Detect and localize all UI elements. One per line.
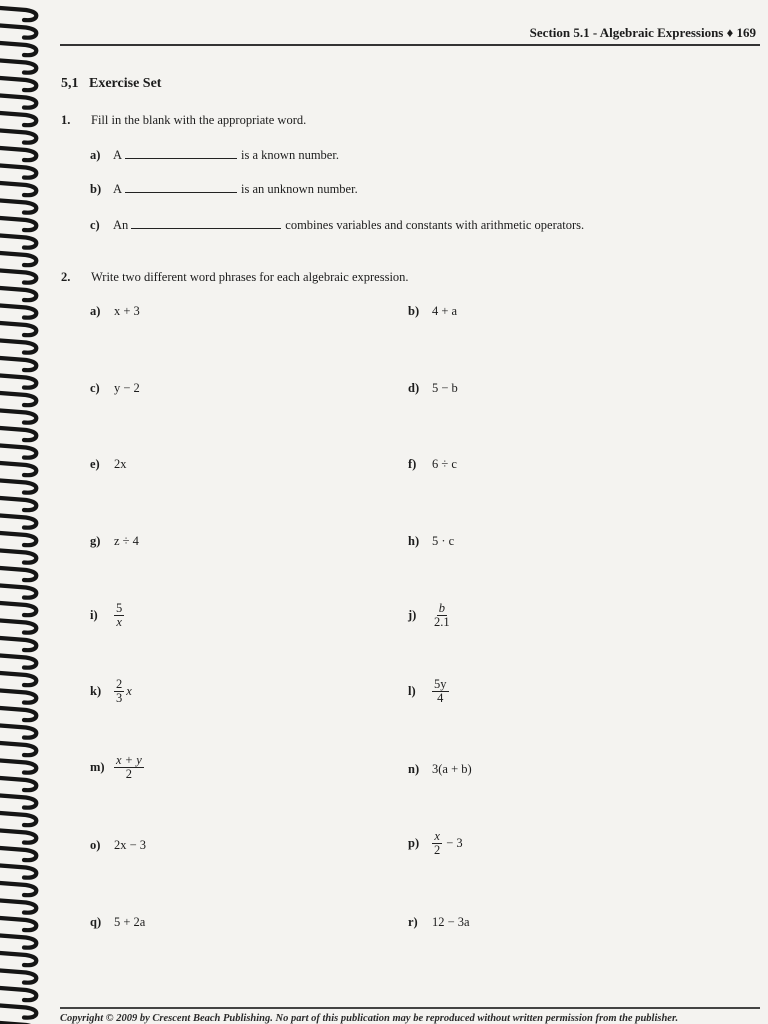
item-label: a) xyxy=(90,148,101,162)
fraction xyxy=(432,678,449,705)
binding-coil xyxy=(0,691,36,703)
binding-coil xyxy=(0,883,36,895)
binding-coil xyxy=(0,446,36,458)
question-2-number: 2. xyxy=(61,270,71,284)
binding-coil xyxy=(0,726,36,738)
binding-coil xyxy=(0,568,36,580)
expression-q xyxy=(90,915,145,930)
item-label: i) xyxy=(90,608,98,623)
item-label: g) xyxy=(90,534,101,548)
answer-blank[interactable] xyxy=(125,148,237,159)
numerator: 5y xyxy=(434,677,447,691)
denominator: 3 xyxy=(116,691,123,706)
item-label: k) xyxy=(90,684,102,699)
item-label: h) xyxy=(408,534,420,548)
expression-suffix: − 3 xyxy=(446,836,463,851)
item-label: f) xyxy=(408,457,417,471)
binding-coil xyxy=(0,866,36,878)
binding-coil xyxy=(0,96,36,108)
binding-coil xyxy=(0,971,36,983)
fraction xyxy=(114,602,124,629)
binding-coil xyxy=(0,61,36,73)
numerator: 2 xyxy=(116,677,123,691)
item-label: c) xyxy=(90,381,100,395)
binding-coil xyxy=(0,516,36,528)
item-label: e) xyxy=(90,457,100,471)
numerator: x + y xyxy=(116,753,142,767)
fill-item-c xyxy=(90,218,584,233)
binding-coil xyxy=(0,113,36,125)
binding-coil xyxy=(0,778,36,790)
expression-h xyxy=(408,534,454,549)
binding-coil xyxy=(0,183,36,195)
binding-coil xyxy=(0,43,36,55)
item-label: b) xyxy=(408,304,420,318)
binding-coil xyxy=(0,26,36,38)
binding-coil xyxy=(0,918,36,930)
item-label: m) xyxy=(90,760,105,775)
binding-coil xyxy=(0,148,36,160)
denominator: x xyxy=(116,615,122,630)
expression-r xyxy=(408,915,470,930)
binding-coil xyxy=(0,673,36,685)
section-header: Section 5.1 - Algebraic Expressions ♦ 169 xyxy=(529,25,756,40)
denominator: 2 xyxy=(125,767,133,782)
binding-coil xyxy=(0,621,36,633)
item-label: p) xyxy=(408,836,420,851)
copyright-footer: Copyright © 2009 by Crescent Beach Publishing. No part of this publication may be reproduced without written permission from the publisher. xyxy=(60,1013,679,1024)
binding-coil xyxy=(0,236,36,248)
binding-coil xyxy=(0,586,36,598)
binding-coil xyxy=(0,166,36,178)
binding-coil xyxy=(0,656,36,668)
fraction xyxy=(432,602,452,629)
binding-coil xyxy=(0,481,36,493)
binding-coil xyxy=(0,131,36,143)
binding-coil xyxy=(0,341,36,353)
binding-coil xyxy=(0,253,36,265)
fraction xyxy=(432,830,442,857)
header-rule xyxy=(60,44,760,46)
item-suffix: combines variables and constants with arithmetic operators. xyxy=(285,218,585,232)
item-label: b) xyxy=(90,182,102,196)
expression-g xyxy=(90,534,139,549)
item-label: d) xyxy=(408,381,420,395)
item-label: a) xyxy=(90,304,101,318)
expression-i xyxy=(90,602,126,629)
expression-text: z ÷ 4 xyxy=(114,534,139,548)
fraction xyxy=(114,754,144,781)
item-prefix: An xyxy=(113,218,129,232)
expression-text: 2x xyxy=(114,457,127,471)
item-prefix: A xyxy=(113,182,123,196)
binding-coil xyxy=(0,218,36,230)
binding-coil xyxy=(0,1006,36,1018)
expression-k xyxy=(90,678,132,705)
denominator: 2 xyxy=(434,843,441,858)
binding-coil xyxy=(0,463,36,475)
binding-coil xyxy=(0,743,36,755)
item-label: n) xyxy=(408,762,420,776)
item-label: c) xyxy=(90,218,100,232)
fill-item-b xyxy=(90,182,358,197)
expression-f xyxy=(408,457,457,472)
item-label: l) xyxy=(408,684,416,699)
binding-coil xyxy=(0,393,36,405)
binding-coil xyxy=(0,428,36,440)
binding-coil xyxy=(0,796,36,808)
binding-coil xyxy=(0,533,36,545)
expression-m xyxy=(90,754,146,781)
denominator: 4 xyxy=(437,691,444,706)
item-suffix: is a known number. xyxy=(241,148,339,162)
item-prefix: A xyxy=(113,148,123,162)
answer-blank[interactable] xyxy=(125,182,237,193)
numerator: x xyxy=(434,829,440,843)
numerator: 5 xyxy=(116,601,123,615)
exercise-set-title: 5,1 Exercise Set xyxy=(61,76,162,91)
binding-coil xyxy=(0,358,36,370)
expression-n xyxy=(408,762,472,777)
binding-coil xyxy=(0,638,36,650)
spiral-binding xyxy=(0,0,44,1024)
footer-rule xyxy=(60,1007,760,1009)
item-label: j) xyxy=(408,608,417,623)
binding-coil xyxy=(0,708,36,720)
expression-text: 6 ÷ c xyxy=(432,457,457,471)
binding-coil xyxy=(0,953,36,965)
binding-coil xyxy=(0,288,36,300)
expression-text: 5 + 2a xyxy=(114,915,146,929)
fraction xyxy=(114,678,124,705)
binding-coil xyxy=(0,376,36,388)
expression-text: 4 + a xyxy=(432,304,458,318)
expression-text: x + 3 xyxy=(114,304,140,318)
answer-blank[interactable] xyxy=(131,218,281,229)
expression-suffix: x xyxy=(126,684,132,699)
binding-coil xyxy=(0,813,36,825)
expression-text: 5 · c xyxy=(432,534,455,548)
binding-coil xyxy=(0,201,36,213)
item-label: r) xyxy=(408,915,418,929)
binding-coil xyxy=(0,936,36,948)
item-label: o) xyxy=(90,838,101,852)
binding-coil xyxy=(0,498,36,510)
item-suffix: is an unknown number. xyxy=(241,182,358,196)
expression-c xyxy=(90,381,140,396)
binding-coil xyxy=(0,988,36,1000)
binding-coil xyxy=(0,306,36,318)
expression-text: y − 2 xyxy=(114,381,140,395)
question-1-number: 1. xyxy=(61,113,71,127)
expression-o xyxy=(90,838,146,853)
binding-coil xyxy=(0,831,36,843)
binding-coil xyxy=(0,271,36,283)
fill-item-a xyxy=(90,148,339,163)
binding-coil xyxy=(0,761,36,773)
question-1-text: Fill in the blank with the appropriate word. xyxy=(91,113,307,127)
expression-a xyxy=(90,304,140,319)
expression-j xyxy=(408,602,454,629)
expression-b xyxy=(408,304,457,319)
item-label: q) xyxy=(90,915,102,929)
expression-text: 12 − 3a xyxy=(432,915,470,929)
numerator: b xyxy=(438,601,445,615)
binding-coil xyxy=(0,901,36,913)
expression-l xyxy=(408,678,451,705)
binding-coil xyxy=(0,603,36,615)
expression-p xyxy=(408,830,463,857)
expression-e xyxy=(90,457,127,472)
expression-text: 5 − b xyxy=(432,381,458,395)
binding-coil xyxy=(0,551,36,563)
binding-coil xyxy=(0,848,36,860)
binding-coil xyxy=(0,78,36,90)
denominator: 2.1 xyxy=(434,615,450,630)
question-2-text: Write two different word phrases for each algebraic expression. xyxy=(91,270,409,284)
binding-coil xyxy=(0,411,36,423)
expression-text: 3(a + b) xyxy=(432,762,472,776)
binding-coil xyxy=(0,323,36,335)
expression-text: 2x − 3 xyxy=(114,838,147,852)
expression-d xyxy=(408,381,458,396)
binding-coil xyxy=(0,8,36,20)
